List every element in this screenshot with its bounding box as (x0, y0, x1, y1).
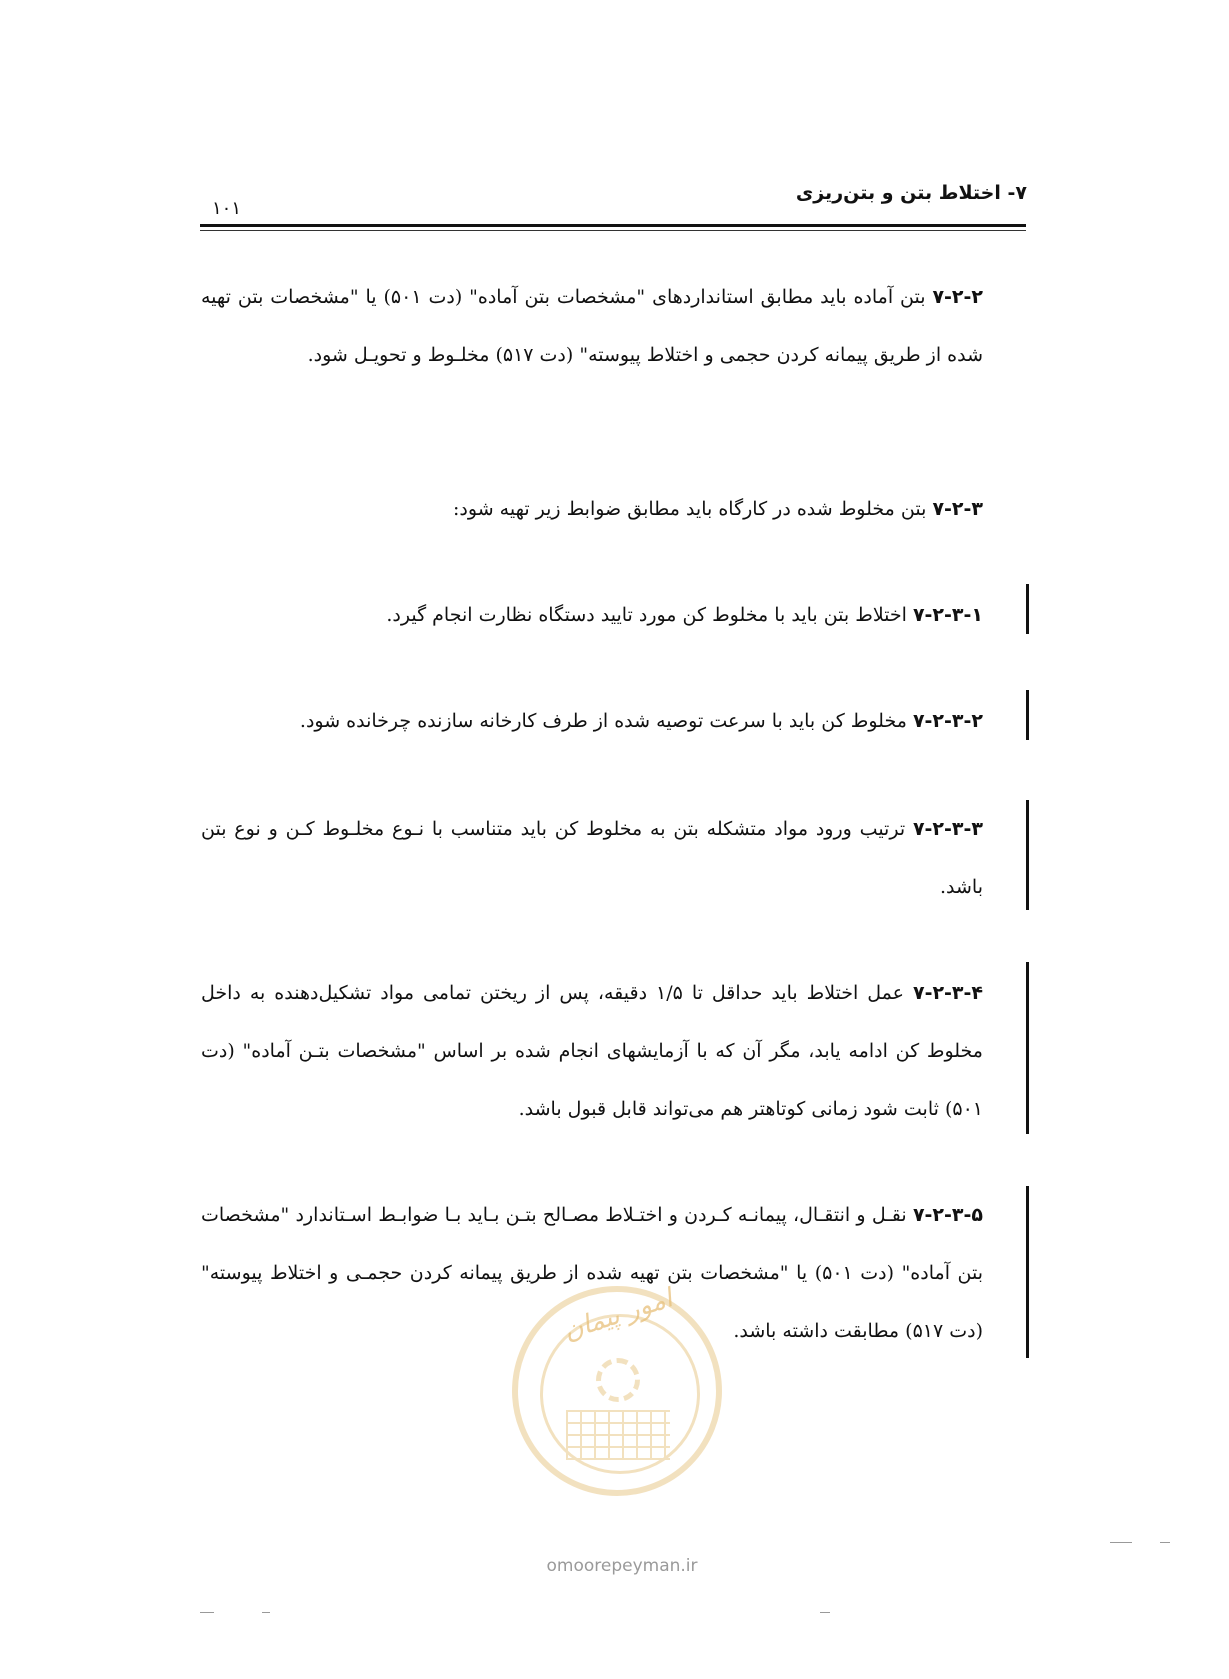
clause-number: ۷-۲-۲ (932, 286, 983, 308)
building-grid-icon (566, 1410, 670, 1460)
scan-speck (262, 1612, 270, 1613)
revision-bar (1026, 962, 1029, 1134)
clause-number: ۷-۲-۳ (932, 498, 983, 520)
clause-number: ۷-۲-۳-۴ (912, 982, 984, 1004)
revision-bar (1026, 800, 1029, 910)
clause-text: عمل اختلاط باید حداقل تا ۱/۵ دقیقه، پس از ریختن تمامی مواد تشکیل‌دهنده به داخل مخلوط کن ادامه یابد، مگر آن که با آزمایشهای انجام شده بر اساس "مشخصات بتـن آماده" (دت ۵۰۱) ثابت شود زمانی کوتاهتر هم می‌تواند قابل قبول باشد. (201, 982, 983, 1120)
clause-text: اختلاط بتن باید با مخلوط کن مورد تایید دستگاه نظارت انجام گیرد. (386, 604, 913, 626)
scan-speck (200, 1612, 214, 1613)
clause-number: ۷-۲-۳-۳ (912, 818, 983, 840)
paragraph-7-2-2 (201, 268, 983, 384)
paragraph-7-2-3-2 (201, 692, 983, 750)
clause-text: بتن مخلوط شده در کارگاه باید مطابق ضوابط زیر تهیه شود: (453, 498, 933, 520)
gear-icon (596, 1358, 640, 1402)
seal-lettering: امور پیمان (559, 1283, 677, 1347)
clause-text: مخلوط کن باید با سرعت توصیه شده از طرف کارخانه سازنده چرخانده شود. (299, 710, 913, 732)
running-header-title: ۷- اختلاط بتن و بتن‌ریزی (795, 182, 1027, 204)
revision-bar (1026, 1186, 1029, 1358)
clause-text: ترتیب ورود مواد متشکله بتن به مخلوط کن باید متناسب با نـوع مخلـوط کـن و نوع بتن باشد. (201, 818, 983, 898)
clause-text: نقـل و انتقـال، پیمانـه کـردن و اختـلاط مصـالح بتـن بـاید بـا ضوابـط اسـتاندارد "مشخصات بتن آماده" (دت ۵۰۱) یا "مشخصات بتن تهیه شده از طریق پیمانه کردن حجمـی و اختلاط پیوسته" (دت ۵۱۷) مطابقت داشته باشد. (201, 1204, 983, 1342)
scan-speck (1110, 1542, 1132, 1543)
header-rule-thin (200, 230, 1026, 231)
header-rule-thick (200, 224, 1026, 227)
clause-number: ۷-۲-۳-۲ (912, 710, 983, 732)
clause-number: ۷-۲-۳-۵ (912, 1204, 983, 1226)
paragraph-7-2-3 (201, 480, 983, 538)
revision-bar (1026, 584, 1029, 634)
clause-number: ۷-۲-۳-۱ (912, 604, 983, 626)
paragraph-7-2-3-3 (201, 800, 983, 916)
paragraph-7-2-3-4 (201, 964, 983, 1138)
paragraph-7-2-3-1 (201, 586, 983, 644)
page-number: ۱۰۱ (212, 198, 242, 219)
clause-text: بتن آماده باید مطابق استانداردهای "مشخصات بتن آماده" (دت ۵۰۱) یا "مشخصات بتن تهیه شده از طریق پیمانه کردن حجمی و اختلاط پیوسته" (دت ۵۱۷) مخلـوط و تحویـل شود. (201, 286, 983, 366)
revision-bar (1026, 690, 1029, 740)
scan-speck (1160, 1542, 1170, 1543)
watermark-url: omoorepeyman.ir (546, 1556, 698, 1576)
scan-speck (820, 1612, 830, 1613)
